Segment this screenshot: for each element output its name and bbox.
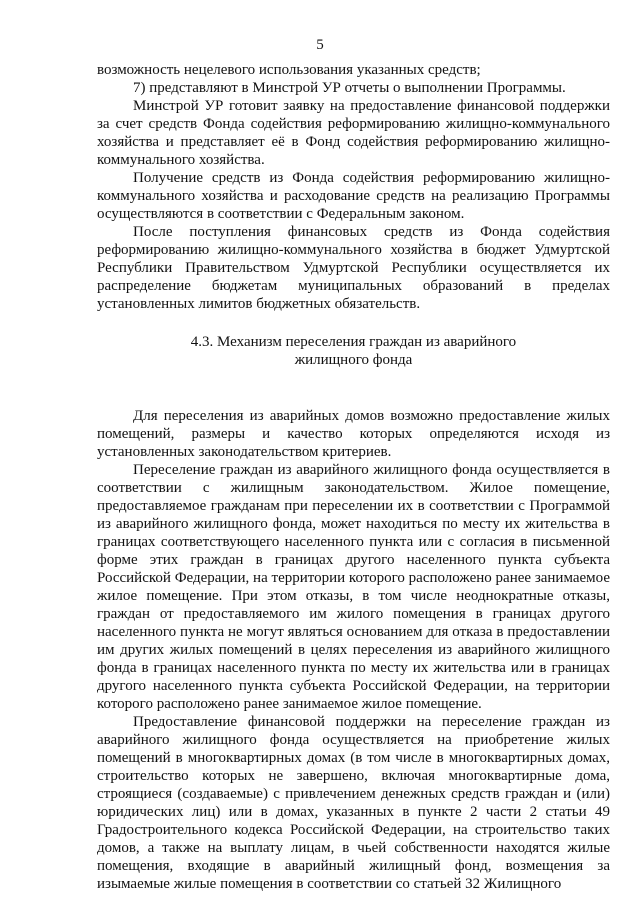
document-body	[97, 61, 610, 893]
section-heading	[97, 333, 610, 369]
paragraph-resettlement-rules: Переселение граждан из аварийного жилищного фонда осуществляется в соответствии с жилищным законодательством. Жилое помещение, предоставляемое гражданам при переселении их в соответствии с Программой из аварийного жилищного фонда, может находиться по месту их жительства в границах соответствующего населенного пункта или с согласия в письменной форме этих граждан в границах другого населенного пункта субъекта Российской Федерации, на территории которого расположено ранее занимаемое жилое помещение. При этом отказы, в том числе неоднократные отказы, граждан от предоставляемого им жилого помещения в границах другого населенного пункта не могут являться основанием для отказа в предоставлении им других жилых помещений в целях переселения из аварийного жилищного фонда в границах населенного пункта по месту их жительства или в границах другого населенного пункта субъекта Российской Федерации, на территории которого расположено ранее занимаемое жилое помещение.	[97, 462, 610, 712]
section-heading-line-2: жилищного фонда	[294, 352, 413, 368]
paragraph-continuation: возможность нецелевого использования указанных средств;	[97, 62, 481, 78]
paragraph-item-7: 7) представляют в Минстрой УР отчеты о выполнении Программы.	[133, 80, 566, 96]
paragraph-housing-criteria: Для переселения из аварийных домов возможно предоставление жилых помещений, размеры и качество которых определяются исходя из установленных законодательством критериев.	[97, 408, 610, 460]
paragraph-funds-distribution: После поступления финансовых средств из Фонда содействия реформированию жилищно-коммунального хозяйства в бюджет Удмуртской Республики Правительством Удмуртской Республики осуществляется их распределение бюджетам муниципальных образований в пределах установленных лимитов бюджетных обязательств.	[97, 224, 610, 312]
paragraph-application: Минстрой УР готовит заявку на предоставление финансовой поддержки за счет средств Фонда содействия реформированию жилищно-коммунального хозяйства и представляет её в Фонд содействия реформированию жилищно-коммунального хозяйства.	[97, 98, 610, 168]
paragraph-financial-support: Предоставление финансовой поддержки на переселение граждан из аварийного жилищного фонда осуществляется на приобретение жилых помещений в многоквартирных домах (в том числе в многоквартирных домах, строительство которых не завершено, включая многоквартирные дома, строящиеся (создаваемые) с привлечением денежных средств граждан и (или) юридических лиц) или в домах, указанных в пункте 2 части 2 статьи 49 Градостроительного кодекса Российской Федерации, на строительство таких домов, а также на выплату лицам, в чьей собственности находятся жилые помещения, входящие в аварийный жилищный фонд, возмещения за изымаемые жилые помещения в соответствии со статьей 32 Жилищного	[97, 714, 610, 892]
section-heading-line-1: 4.3. Механизм переселения граждан из аварийного	[190, 334, 517, 350]
paragraph-funds-receipt: Получение средств из Фонда содействия реформированию жилищно-коммунального хозяйства и расходование средств на реализацию Программы осуществляются в соответствии с Федеральным законом.	[97, 170, 610, 222]
page-number: 5	[316, 37, 324, 53]
